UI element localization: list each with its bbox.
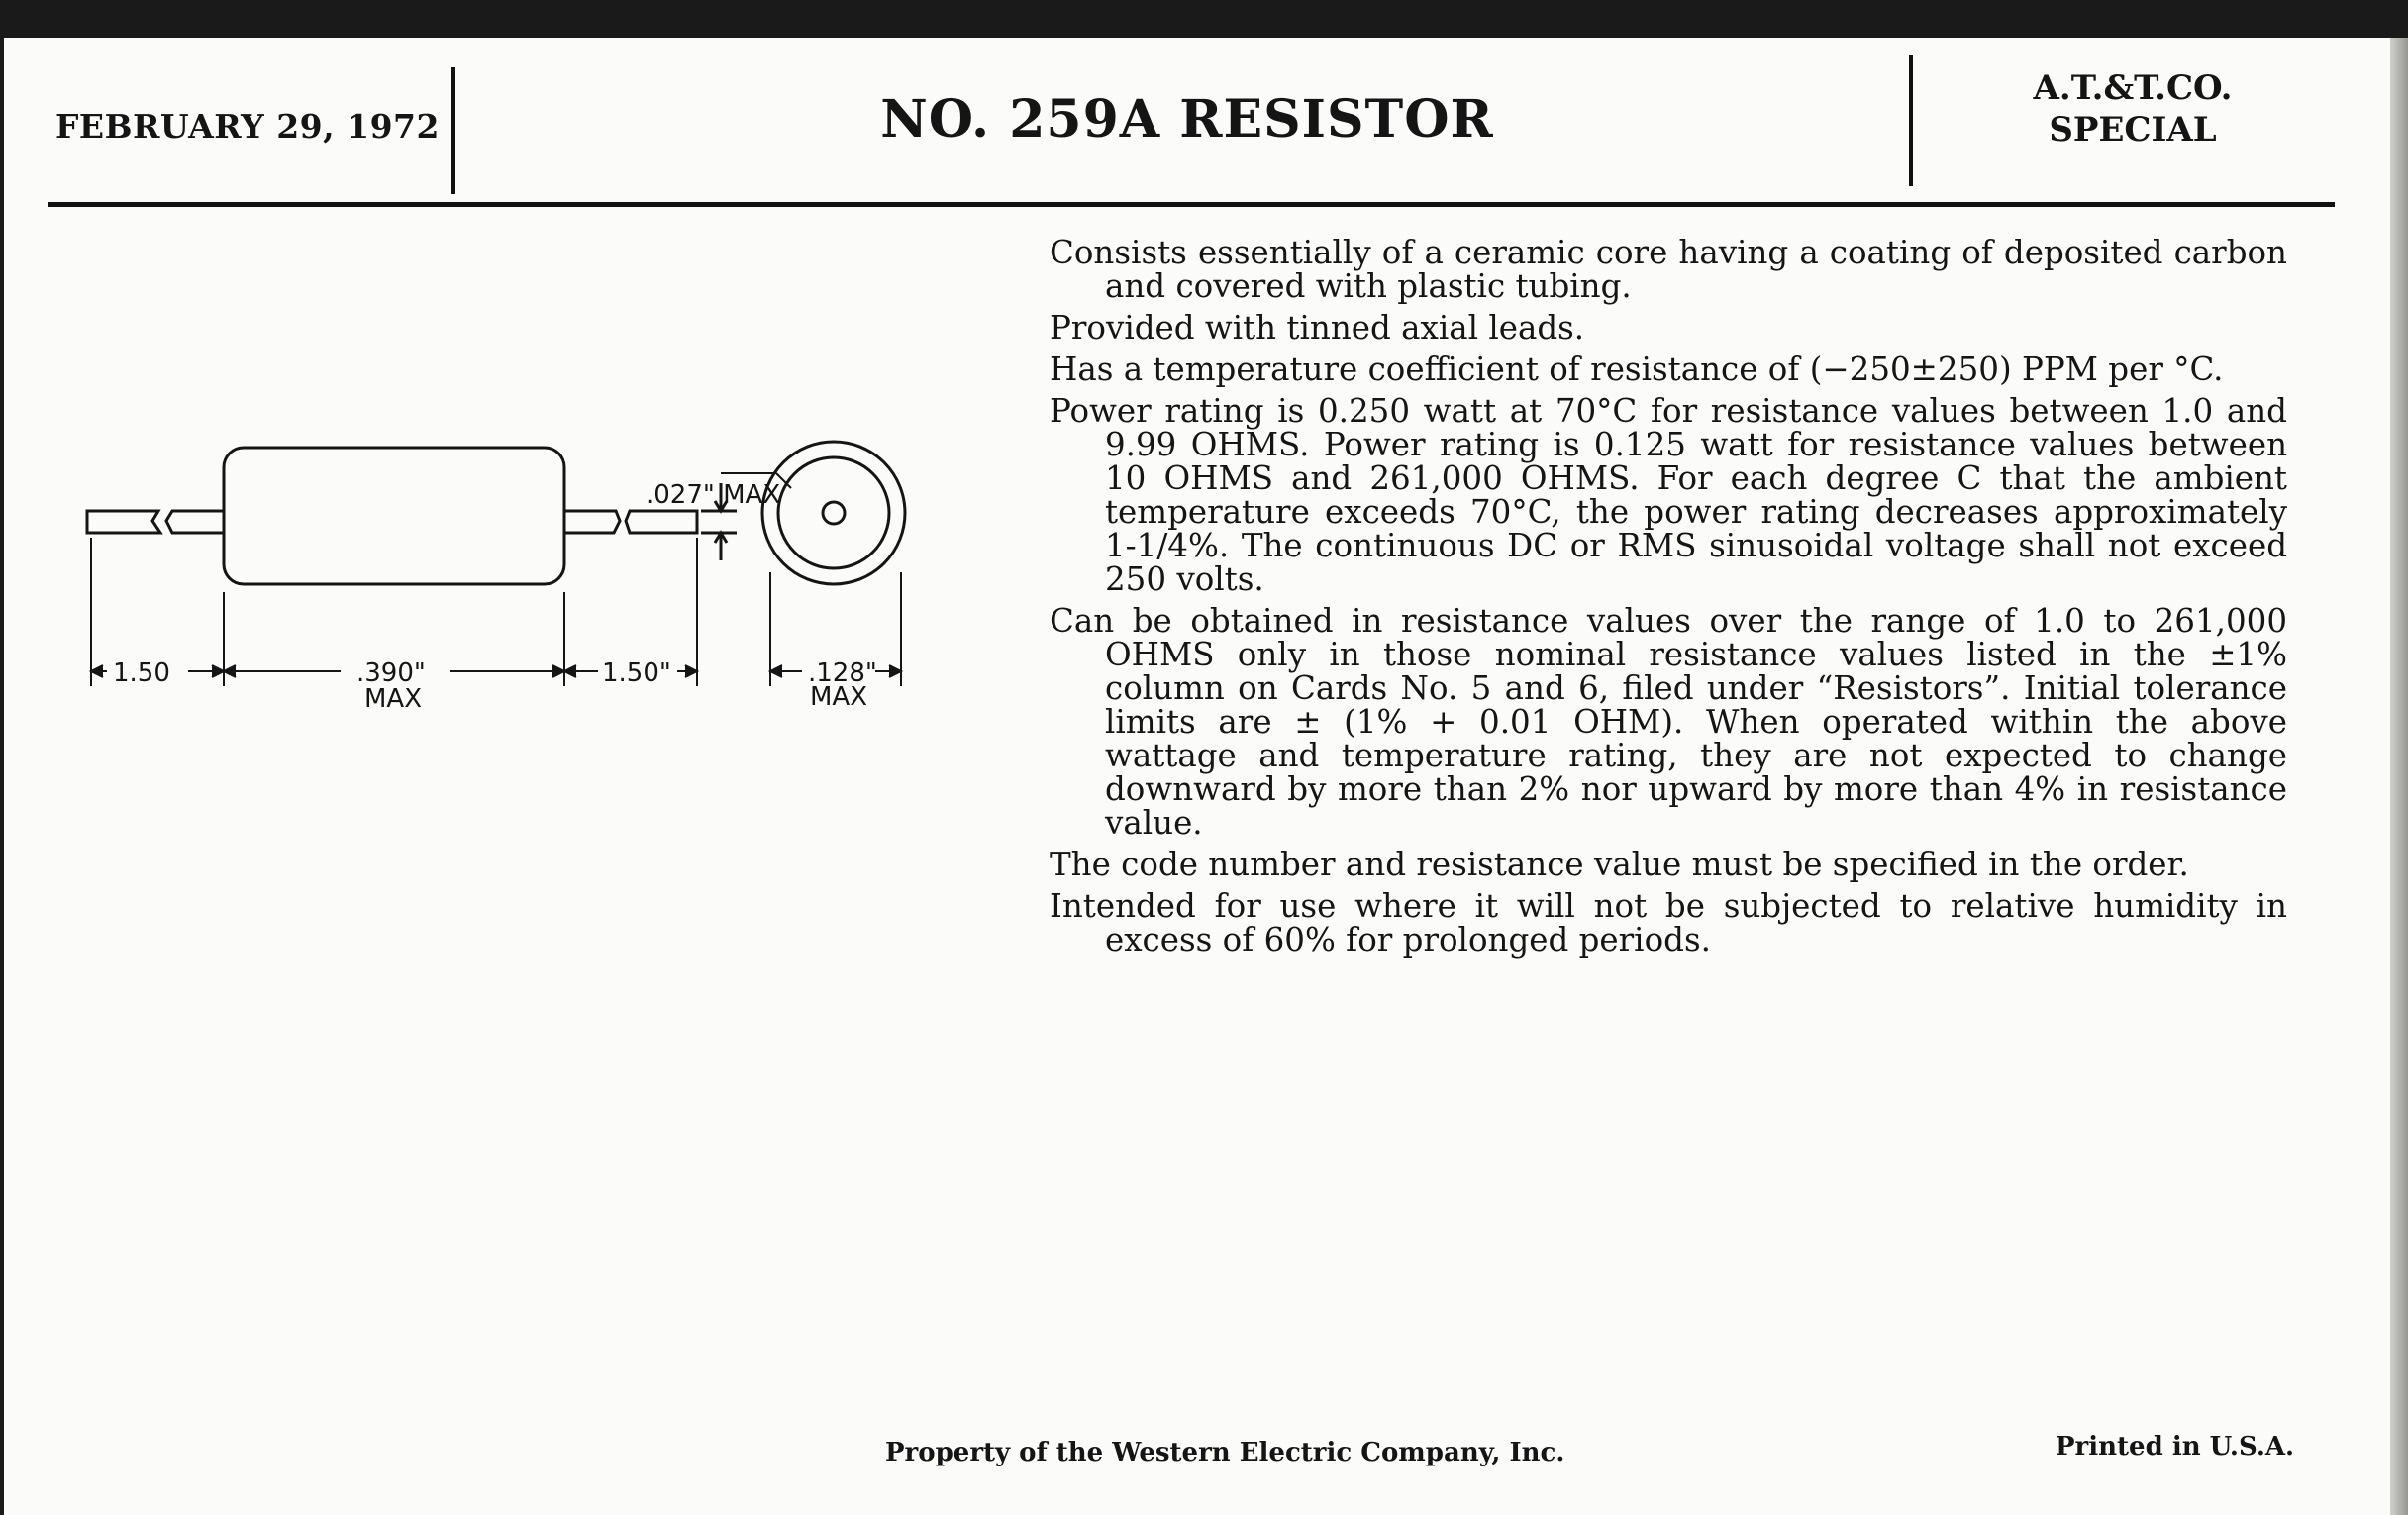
lead-right-label: 1.50" <box>602 658 671 688</box>
card-date: FEBRUARY 29, 1972 <box>55 107 440 146</box>
dimension-lines <box>91 665 901 677</box>
footer-property: Property of the Western Electric Company, Inc. <box>885 1438 1565 1467</box>
company-name: A.T.&T.CO. <box>2033 68 2233 108</box>
lead-left-label: 1.50 <box>113 658 170 688</box>
card-designation-block <box>1915 67 2351 151</box>
description-paragraph: The code number and resistance value must be specified in the order. <box>1050 846 2189 883</box>
description-paragraph: Can be obtained in resistance values over the range of 1.0 to 261,000 OHMS only in those nominal resistance values listed in the ±1% column on Cards No. 5 and 6, filed under “Resistors”. Initial tolerance limits are ± (1% + 0.01 OHM). When operated within the above wattage and temperature rating, they are not expected to change downward by more than 2% nor upward by more than 4% in resistance value. <box>1050 602 2287 842</box>
card-edge-shadow <box>2390 38 2408 1515</box>
footer-printed: Printed in U.S.A. <box>2056 1432 2295 1462</box>
header-divider-right <box>1909 55 1913 186</box>
description-paragraph: Has a temperature coefficient of resistance of (−250±250) PPM per °C. <box>1050 351 2224 388</box>
resistor-drawing <box>4 38 974 751</box>
lead-thickness-label: .027" MAX <box>646 480 781 510</box>
end-view <box>762 442 905 584</box>
description-paragraph: Provided with tinned axial leads. <box>1050 309 1585 347</box>
diameter-max: MAX <box>810 682 868 712</box>
resistor-body <box>224 448 564 584</box>
left-lead <box>87 511 224 533</box>
card-title: NO. 259A RESISTOR <box>880 89 1494 150</box>
designation-label: SPECIAL <box>2049 110 2217 150</box>
right-lead <box>564 511 697 533</box>
description-paragraph: Intended for use where it will not be subjected to relative humidity in excess of 60% for prolonged periods. <box>1050 887 2287 959</box>
description-block <box>1050 236 2287 964</box>
description-paragraph: Consists essentially of a ceramic core having a coating of deposited carbon and covered with plastic tubing. <box>1050 234 2287 305</box>
spec-card <box>4 38 2408 1515</box>
diameter-label: .128" <box>808 658 877 688</box>
body-length-max: MAX <box>364 684 423 714</box>
body-length-label: .390" <box>356 658 426 688</box>
description-paragraph: Power rating is 0.250 watt at 70°C for resistance values between 1.0 and 9.99 OHMS. Power rating is 0.125 watt for resistance values between 10 OHMS and 261,000 OHMS. For each degree C that the ambient temperature exceeds 70°C, the power rating decreases approximately 1-1/4%. The continuous DC or RMS sinusoidal voltage shall not exceed 250 volts. <box>1050 392 2287 598</box>
